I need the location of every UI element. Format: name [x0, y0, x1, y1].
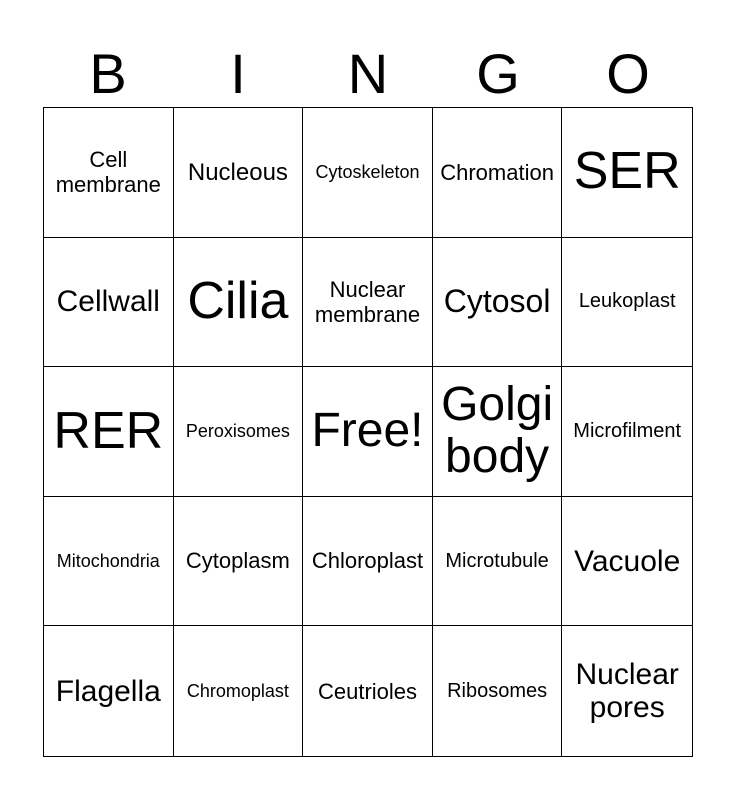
bingo-cell: Chloroplast: [303, 497, 433, 627]
header-letter-i: I: [230, 42, 246, 105]
bingo-cell: Cellwall: [44, 238, 174, 368]
bingo-cell: SER: [562, 108, 692, 238]
bingo-cell: Nucleous: [174, 108, 304, 238]
bingo-header: [43, 40, 693, 108]
bingo-cell: Leukoplast: [562, 238, 692, 368]
bingo-grid: [43, 107, 693, 757]
bingo-cell: Cilia: [174, 238, 304, 368]
bingo-cell: RER: [44, 367, 174, 497]
bingo-cell: Vacuole: [562, 497, 692, 627]
bingo-cell: Mitochondria: [44, 497, 174, 627]
bingo-cell: Chromoplast: [174, 626, 304, 756]
bingo-cell: Golgi body: [433, 367, 563, 497]
free-space-cell: Free!: [303, 367, 433, 497]
header-letter-g: G: [476, 42, 520, 105]
header-letter-o: O: [606, 42, 650, 105]
header-letter-n: N: [347, 42, 389, 105]
bingo-cell: Microfilment: [562, 367, 692, 497]
bingo-cell: Flagella: [44, 626, 174, 756]
header-letter-b: B: [89, 42, 127, 105]
bingo-cell: Cytoplasm: [174, 497, 304, 627]
bingo-cell: Cell membrane: [44, 108, 174, 238]
bingo-cell: Nuclear pores: [575, 658, 679, 725]
bingo-cell: Cytosol: [433, 238, 563, 368]
bingo-cell: Ribosomes: [433, 626, 563, 756]
bingo-cell: Peroxisomes: [174, 367, 304, 497]
bingo-cell: Nuclear membrane: [303, 238, 433, 368]
bingo-cell: Microtubule: [433, 497, 563, 627]
bingo-cell: Ceutrioles: [303, 626, 433, 756]
bingo-cell: Cytoskeleton: [303, 108, 433, 238]
bingo-cell: Chromation: [433, 108, 563, 238]
